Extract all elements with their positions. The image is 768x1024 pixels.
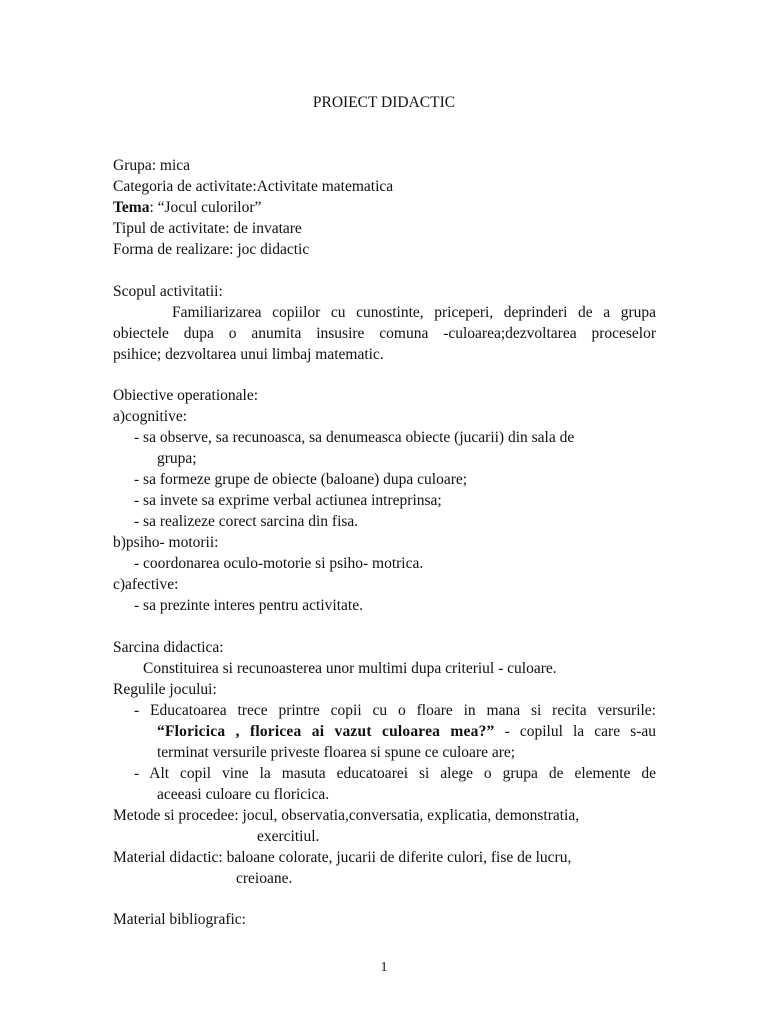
info-grupa: Grupa: mica — [113, 157, 191, 174]
rule-1-verse: “Floricica , floricea ai vazut culoarea mea?” — [157, 723, 495, 740]
reguli-heading: Regulile jocului: — [113, 681, 217, 698]
scop-line-3: psihice; dezvoltarea unui limbaj matematic. — [113, 346, 384, 363]
info-categoria: Categoria de activitate:Activitate matematica — [113, 178, 394, 195]
tema-value: : “Jocul culorilor” — [149, 199, 262, 216]
rule-2-line-2: aceeasi culoare cu floricica. — [157, 786, 330, 803]
material-didactic-line-1: Material didactic: baloane colorate, jucarii de diferite culori, fise de lucru, — [113, 849, 572, 866]
info-forma: Forma de realizare: joc didactic — [113, 241, 310, 258]
rule-1-line-2 — [157, 721, 656, 742]
scop-line-2: obiectele dupa o anumita insusire comuna -culoarea;dezvoltarea proceselor — [113, 325, 656, 342]
psiho-label: b)psiho- motorii: — [113, 534, 219, 551]
sarcina-heading: Sarcina didactica: — [113, 639, 224, 656]
info-tipul: Tipul de activitate: de invatare — [113, 220, 302, 237]
cognitive-label: a)cognitive: — [113, 408, 188, 425]
psiho-item-1: - coordonarea oculo-motorie si psiho- motrica. — [134, 555, 424, 572]
sarcina-text: Constituirea si recunoasterea unor multimi dupa criteriul - culoare. — [143, 660, 557, 677]
page-number: 1 — [380, 960, 388, 975]
material-didactic-line-2: creioane. — [236, 870, 293, 887]
afective-item-1: - sa prezinte interes pentru activitate. — [134, 597, 363, 614]
metode-line-2: exercitiul. — [257, 828, 320, 845]
cognitive-item-1-cont: grupa; — [157, 450, 197, 467]
cognitive-item-3: - sa invete sa exprime verbal actiunea intreprinsa; — [134, 492, 442, 509]
tema-label: Tema — [113, 199, 150, 216]
rule-1-line-2-rest: - copilul la care s-au — [504, 723, 657, 740]
info-tema — [113, 197, 261, 218]
obiective-heading: Obiective operationale: — [113, 387, 259, 404]
scop-heading: Scopul activitatii: — [113, 283, 223, 300]
material-bibliografic-heading: Material bibliografic: — [113, 911, 246, 928]
afective-label: c)afective: — [113, 576, 179, 593]
scop-line-1: Familiarizarea copiilor cu cunostinte, priceperi, deprinderi de a grupa — [172, 304, 656, 321]
rule-1-line-3: terminat versurile priveste floarea si spune ce culoare are; — [157, 744, 516, 761]
rule-2-line-1: - Alt copil vine la masuta educatoarei si alege o grupa de elemente de — [134, 765, 656, 782]
metode-line-1: Metode si procedee: jocul, observatia,conversatia, explicatia, demonstratia, — [113, 807, 580, 824]
cognitive-item-1: - sa observe, sa recunoasca, sa denumeasca obiecte (jucarii) din sala de — [134, 429, 575, 446]
cognitive-item-4: - sa realizeze corect sarcina din fisa. — [134, 513, 359, 530]
cognitive-item-2: - sa formeze grupe de obiecte (baloane) dupa culoare; — [134, 471, 468, 488]
page-title: PROIECT DIDACTIC — [312, 94, 456, 111]
rule-1-line-1: - Educatoarea trece printre copii cu o floare in mana si recita versurile: — [134, 702, 656, 719]
